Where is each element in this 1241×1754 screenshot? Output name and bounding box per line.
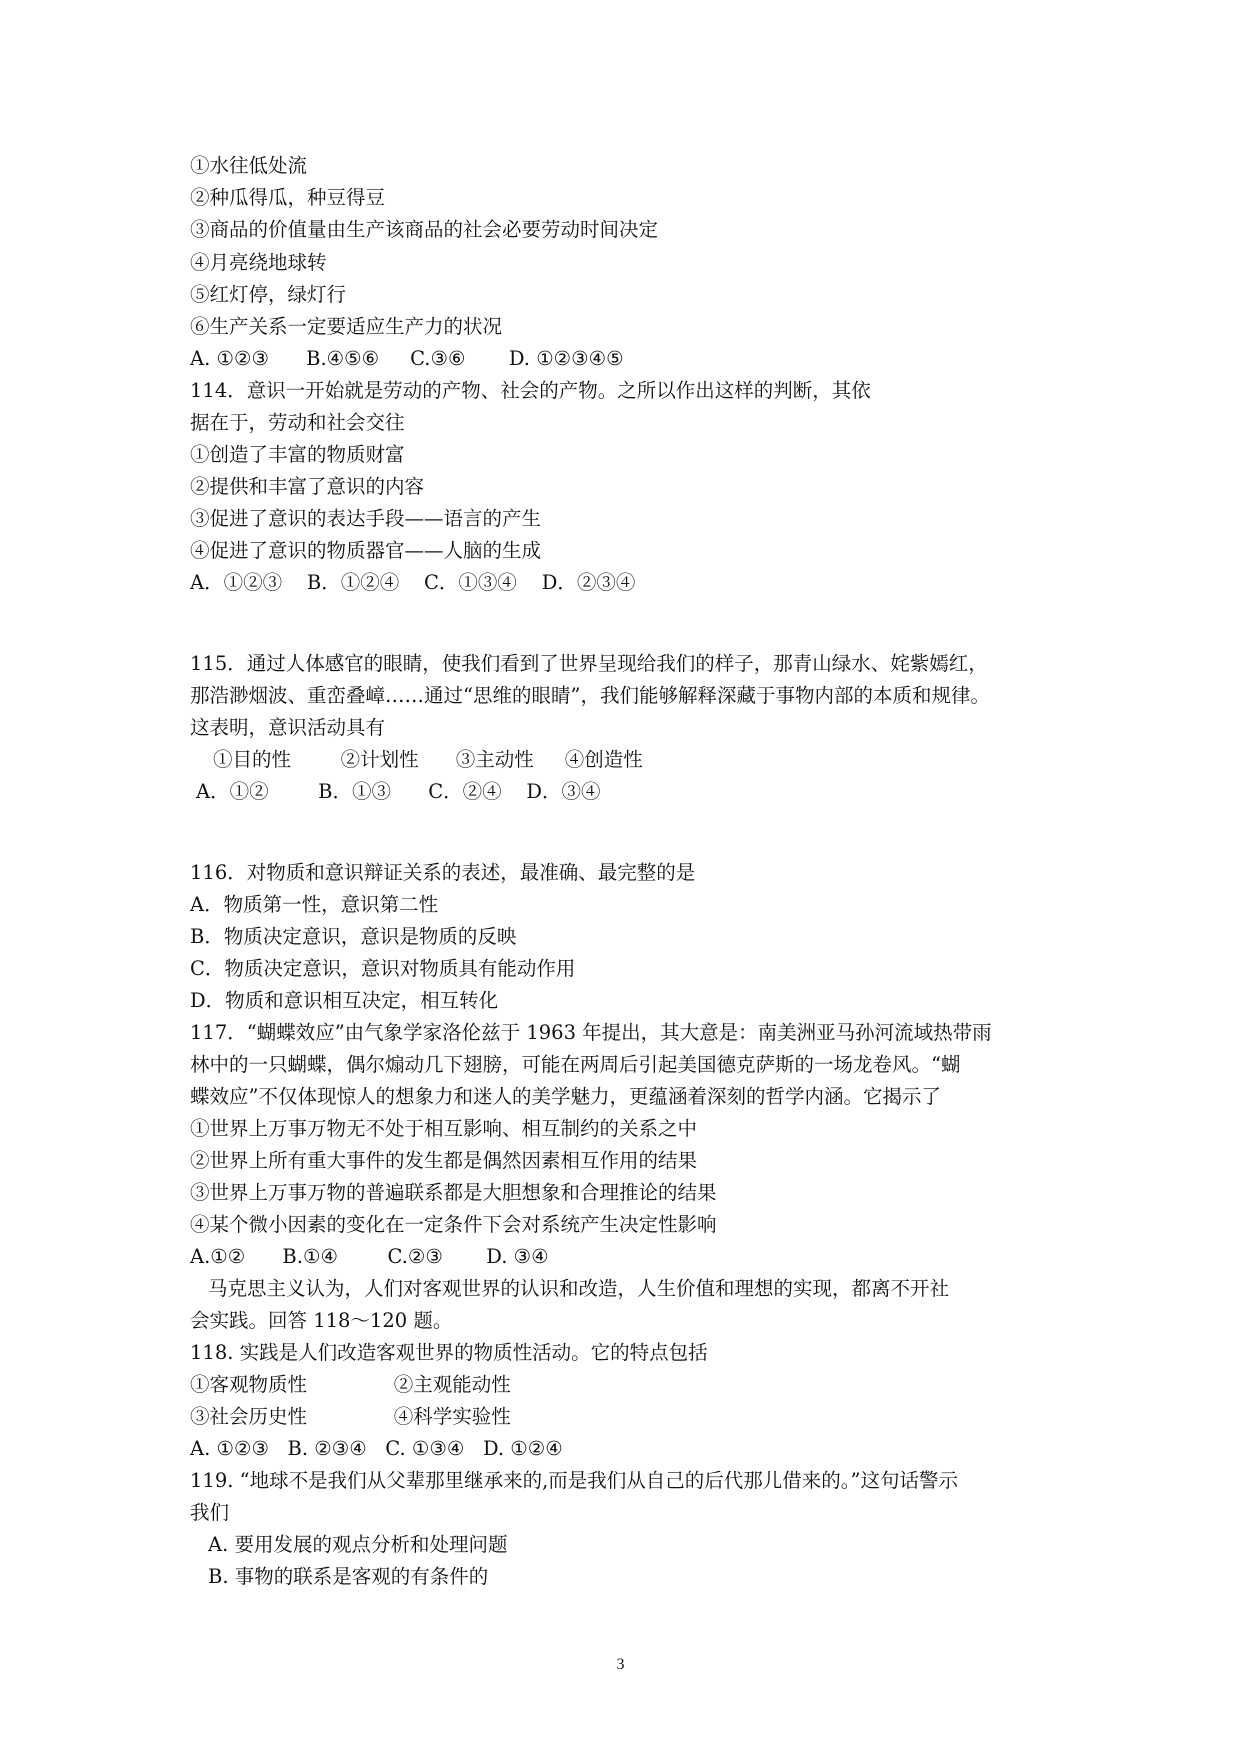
option-3-line: ③商品的价值量由生产该商品的社会必要劳动时间决定 [190,218,659,241]
question-115-stem: 115．通过人体感官的眼睛，使我们看到了世界呈现给我们的样子，那青山绿水、姹紫嫣红， [190,652,988,675]
question-115-stem-end: 这表明，意识活动具有 [190,716,386,739]
question-117-stem: 117．“蝴蝶效应”由气象学家洛伦兹于 1963 年提出，其大意是：南美洲亚马孙河流域热带雨 [190,1021,992,1044]
q114-option-2: ②提供和丰富了意识的内容 [190,475,425,498]
q114-option-4: ④促进了意识的物质器官——人脑的生成 [190,539,542,562]
q119-choice-b: B. 事物的联系是客观的有条件的 [208,1565,489,1588]
answer-choices-118: A. ①②③ B. ②③④ C. ①③④ D. ①②④ [190,1437,563,1460]
option-1-line: ①水往低处流 [190,154,308,177]
q119-choice-a: A. 要用发展的观点分析和处理问题 [208,1533,508,1556]
question-117-stem-cont: 林中的一只蝴蝶，偶尔煽动几下翅膀，可能在两周后引起美国德克萨斯的一场龙卷风。“蝴 [190,1053,961,1076]
q118-options-row-1: ①客观物质性 ②主观能动性 [190,1373,511,1396]
q117-option-2: ②世界上所有重大事件的发生都是偶然因素相互作用的结果 [190,1149,698,1172]
q117-option-1: ①世界上万事万物无不处于相互影响、相互制约的关系之中 [190,1117,698,1140]
q116-choice-d: D．物质和意识相互决定，相互转化 [190,989,499,1012]
q117-option-4: ④某个微小因素的变化在一定条件下会对系统产生决定性影响 [190,1213,717,1236]
q116-choice-c: C．物质决定意识，意识对物质具有能动作用 [190,957,576,980]
question-116-stem: 116．对物质和意识辩证关系的表述，最准确、最完整的是 [190,861,696,884]
q116-choice-a: A．物质第一性，意识第二性 [190,893,439,916]
question-119-stem: 119. “地球不是我们从父辈那里继承来的,而是我们从自己的后代那儿借来的。”这句话警示 [190,1469,959,1492]
q116-choice-b: B．物质决定意识，意识是物质的反映 [190,925,517,948]
option-6-line: ⑥生产关系一定要适应生产力的状况 [190,315,503,338]
q118-options-row-2: ③社会历史性 ④科学实验性 [190,1405,511,1428]
passage-intro: 马克思主义认为，人们对客观世界的认识和改造，人生价值和理想的实现，都离不开社 [208,1277,950,1300]
answer-choices-115: A．①② B．①③ C．②④ D．③④ [196,780,601,803]
q115-options: ①目的性 ②计划性 ③主动性 ④创造性 [213,748,643,771]
q114-option-1: ①创造了丰富的物质财富 [190,443,405,466]
option-2-line: ②种瓜得瓜，种豆得豆 [190,186,386,209]
question-118-stem: 118. 实践是人们改造客观世界的物质性活动。它的特点包括 [190,1341,708,1364]
question-115-stem-cont: 那浩渺烟波、重峦叠嶂……通过“思维的眼睛”，我们能够解释深藏于事物内部的本质和规律。 [190,684,990,707]
passage-intro-cont: 会实践。回答 118～120 题。 [190,1309,453,1332]
answer-choices-113: A. ①②③ B.④⑤⑥ C.③⑥ D. ①②③④⑤ [190,347,624,370]
question-114-stem-cont: 据在于，劳动和社会交往 [190,411,405,434]
question-119-stem-cont: 我们 [190,1501,230,1524]
question-117-stem-end: 蝶效应”不仅体现惊人的想象力和迷人的美学魅力，更蕴涵着深刻的哲学内涵。它揭示了 [190,1085,941,1108]
option-4-line: ④月亮绕地球转 [190,251,327,274]
q114-option-3: ③促进了意识的表达手段——语言的产生 [190,507,542,530]
answer-choices-117: A.①② B.①④ C.②③ D. ③④ [190,1245,549,1268]
page-number: 3 [616,1656,625,1673]
option-5-line: ⑤红灯停，绿灯行 [190,283,347,306]
question-114-stem: 114．意识一开始就是劳动的产物、社会的产物。之所以作出这样的判断，其依 [190,379,871,402]
q117-option-3: ③世界上万事万物的普遍联系都是大胆想象和合理推论的结果 [190,1181,717,1204]
answer-choices-114: A．①②③ B．①②④ C．①③④ D．②③④ [190,571,636,594]
